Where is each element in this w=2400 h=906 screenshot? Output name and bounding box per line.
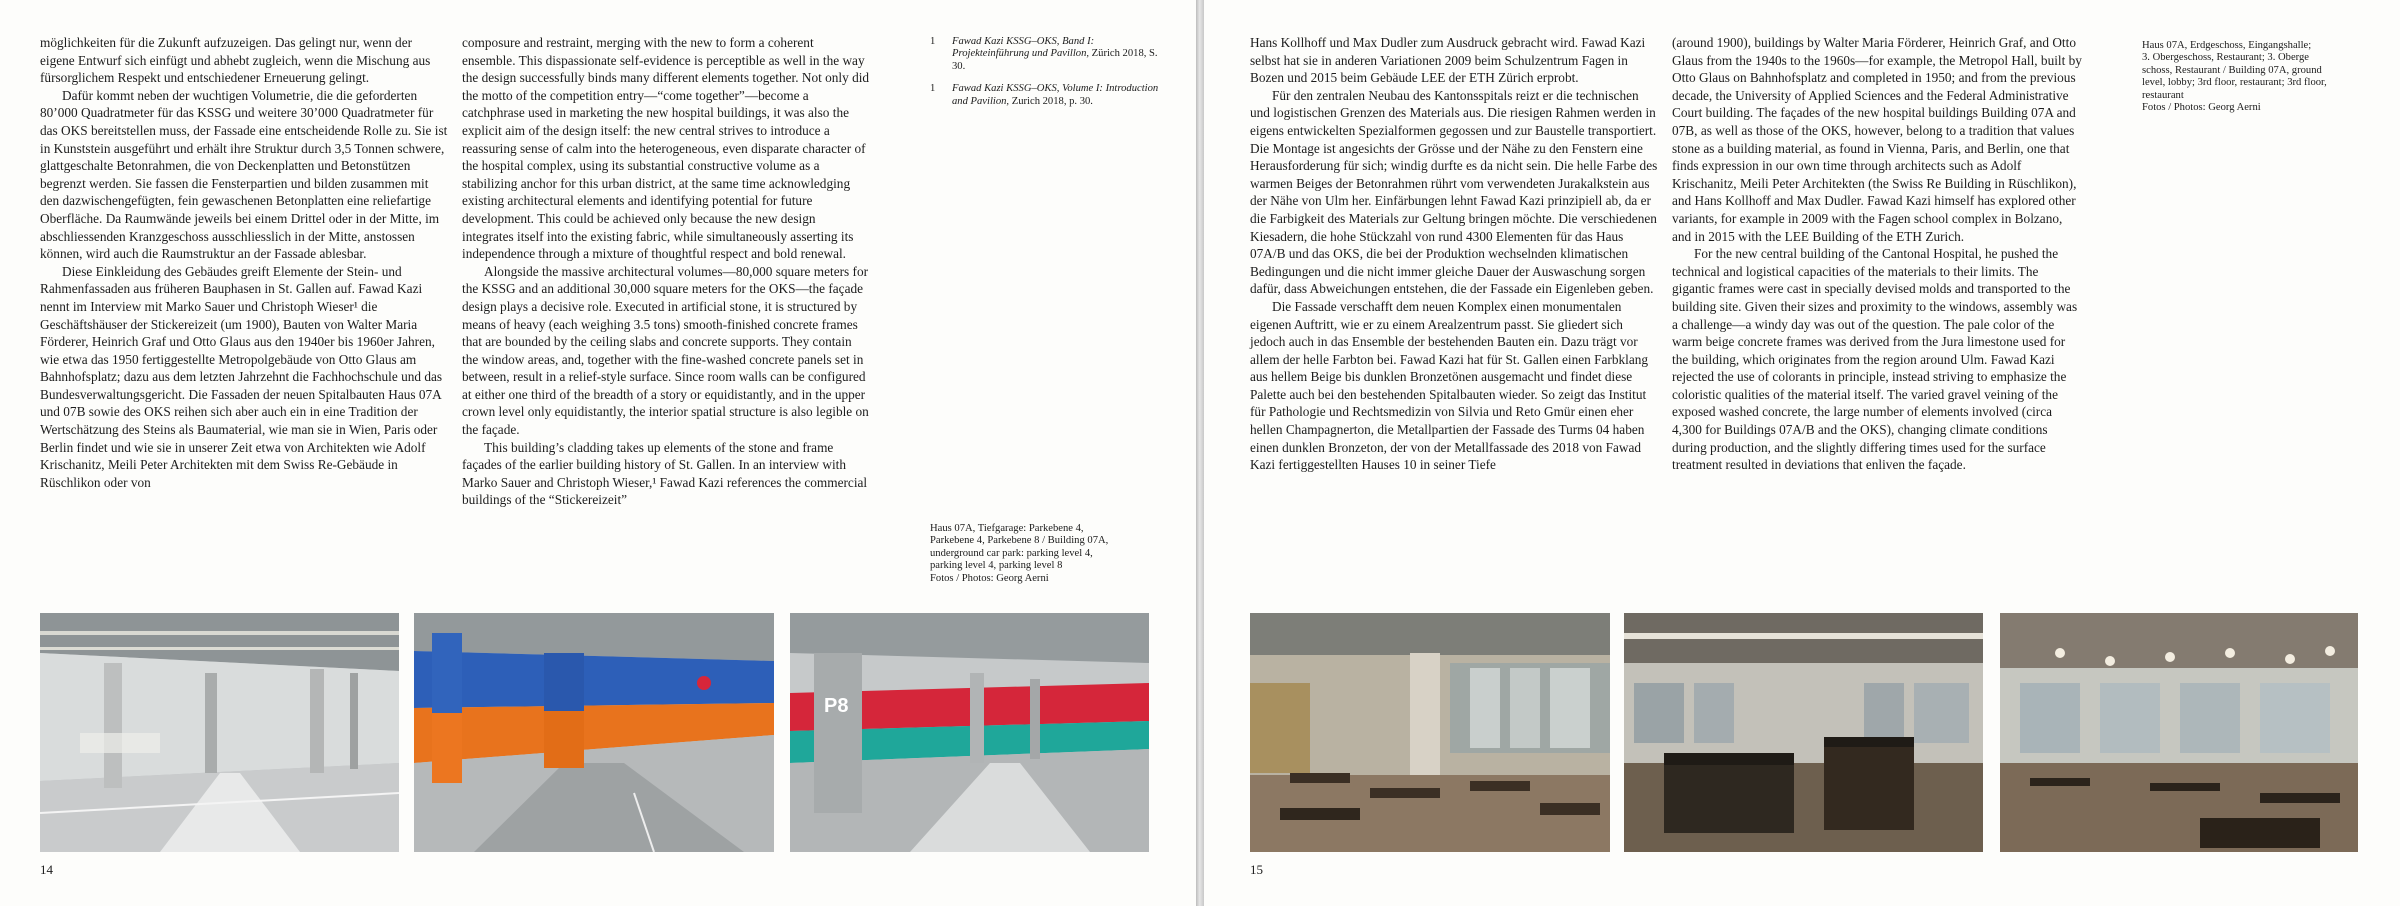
paragraph: Dafür kommt neben der wuchtigen Volumetrie, die die geforderten 80’000 Quadratmeter für das KSSG und weitere 30’000 Quadratmeter für das OKS bereitstellen muss, der Fassade eine entscheidende Rolle zu. Sie ist in Kunststein ausgeführt und erhält ihre Struktur durch 3,5 Tonnen schwere, glattgeschalte Betonrahmen, die von Deckenplatten und Betonstützen begrenzt werden. Sie fassen die Fensterpartien und bilden zusammen mit den dazwischengefügten, fein gewaschenen Betonplatten eine reliefartige Oberfläche. Da Raumwände jeweils bei einem Drittel oder in der Mitte, im abschliessenden Kranzgeschoss ausschliesslich in der Mitte, anstossen können, wird auch die Raumstruktur an der Fassade ablesbar. — [40, 87, 448, 262]
caption-line: Haus 07A, Tiefgarage: Parkebene 4, — [930, 523, 1084, 534]
footnote-title: Fawad Kazi KSSG–OKS, Volume I: Introduction and Pavilion, — [952, 83, 1159, 107]
caption-line: Haus 07A, Erdgeschoss, Eingangshalle; — [2142, 40, 2312, 51]
footnote-tail: Zurich 2018, p. 30. — [1011, 95, 1093, 107]
footnote-tail: Zürich 2018, S. 30. — [952, 48, 1158, 72]
photo-garage-level-4a — [40, 613, 399, 852]
right-col-german — [1250, 34, 1658, 474]
caption-line: schoss, Restaurant / Building 07A, ground — [2142, 64, 2322, 76]
paragraph: (around 1900), buildings by Walter Maria Förderer, Heinrich Graf, and Otto Glaus from the 1940s to the 1960s—for example, the Metropol Hall, built by Otto Glaus on Bahnhofsplatz and completed in 1950; and from the previous decade, the University of Applied Sciences and the Federal Administrative Court building. The façades of the new hospital buildings Building 07A and 07B, as well as those of the OKS, however, belong to a tradition that values stone as a building material, as found in Vienna, Paris, and Berlin, one that finds expression in our own time through architects such as Adolf Krischanitz, Meili Peter Architekten (the Swiss Re Building in Rüschlikon), and Hans Kollhoff and Max Dudler. Fawad Kazi himself has explored other variants, for example in 2009 with the Fagen school complex in Bolzano, and in 2015 with the LEE Building of the ETH Zurich. — [1672, 35, 2082, 244]
paragraph: Die Fassade verschafft dem neuen Komplex einen monumentalen eigenen Auftritt, wie er zu einem Arealzentrum passt. Sie gliedert sich jedoch auch in das Ensemble der bestehenden Bauten ein. Dazu trägt vor allem der helle Farbton bei. Fawad Kazi hat für St. Gallen einen Farbklang aus hellem Beige bis dunklen Bronzetönen ausgemacht und findet diese Palette auch bei den bestehenden Spitalbauten wieder. So zeigt das Institut für Pathologie und Rechtsmedizin von Silvia und Reto Gmür einen eher hellen Champagnerton, die Metallpartien der Fassade des Turms 04 haben einen dunklen Bronzeton, der von der Metallfassade des 2018 von Fawad Kazi fertiggestellten Hauses 10 in seiner Tiefe — [1250, 298, 1649, 473]
paragraph: Hans Kollhoff und Max Dudler zum Ausdruck gebracht wird. Fawad Kazi selbst hat sie in anderen Variationen 2009 beim Schulzentrum Fagen in Bozen und 2015 beim Gebäude LEE der ETH Zürich erprobt. — [1250, 35, 1646, 86]
photo-garage-level-8 — [790, 613, 1149, 852]
photo-caption-right — [2142, 40, 2364, 114]
footnotes — [930, 36, 1170, 118]
photo-restaurant-counter — [1624, 613, 1983, 852]
left-col-english — [462, 34, 870, 509]
book-gutter — [1196, 0, 1204, 906]
caption-line: Parkebene 4, Parkebene 8 / Building 07A, — [930, 535, 1109, 547]
paragraph: Für den zentralen Neubau des Kantonsspitals reizt er die technischen und logistischen Grenzen des Materials aus. Die riesigen Rahmen werden in eigens entwickelten Spezialformen gegossen und zur Baustelle transportiert. Die Montage ist angesichts der Grösse und der Nähe zu den Fenstern eine Herausforderung für sich; windig durfte es da nicht sein. Die helle Farbe des warmen Beiges der Betonrahmen rührt vom verwendeten Jurakalkstein aus der Nähe von Ulm her. Einfärbungen lehnt Fawad Kazi prinzipiell ab, da er die Farbigkeit des Materials zur Geltung bringen möchte. Die verschiedenen Kiesadern, die hohe Stückzahl von rund 4300 Elementen für das Haus 07A/B und das OKS, die bei der Produktion wechselnden klimatischen Bedingungen und die nicht immer gleiche Dauer der Auswaschung sorgen dafür, dass Abweichungen entstehen, die der Fassade ein Eigenleben geben. — [1250, 87, 1658, 297]
page-number-right: 15 — [1250, 862, 1263, 877]
photo-garage-level-4b — [414, 613, 774, 852]
left-page — [0, 0, 1196, 906]
paragraph: This building’s cladding takes up elements of the stone and frame façades of the earlier building history of St. Gallen. In an interview with Marko Sauer and Christoph Wieser,¹ Fawad Kazi references the commercial buildings of the “Stickereizeit” — [462, 439, 868, 508]
paragraph: composure and restraint, merging with the new to form a coherent ensemble. This dispassionate self-evidence is perceptible as well in the way the design successfully binds many different elements together. Not only did the motto of the competition entry—“come together”—become a catchphrase used in marketing the new hospital buildings, it was also the explicit aim of the design itself: the new central strives to introduce a reassuring sense of calm into the heterogeneous, even disparate character of the hospital complex, using its substantial constructive volume as a stabilizing anchor for this urban district, at the same time acknowledging existing architectural elements and identifying potential for future development. This could be achieved only because the new design integrates itself into the existing fabric, while simultaneously asserting its independence through a mixture of thoughtful respect and bold renewal. — [462, 35, 870, 262]
photo-restaurant-dining — [2000, 613, 2358, 852]
footnote-en — [930, 83, 1170, 108]
parking-level-label: P8 — [824, 695, 849, 717]
caption-line: level, lobby; 3rd floor, restaurant; 3rd floor, — [2142, 77, 2327, 89]
footnote-number: 1 — [930, 83, 936, 95]
photo-caption-left — [930, 523, 1170, 585]
paragraph: möglichkeiten für die Zukunft aufzuzeigen. Das gelingt nur, wenn der eigene Entwurf sich einfügt und abhebt zugleich, wenn die Mischung aus fürsorglichem Respekt und entschiedener Erneuerung gelingt. — [40, 35, 431, 86]
caption-line: parking level 4, parking level 8 — [930, 560, 1063, 572]
caption-line: Fotos / Photos: Georg Aerni — [2142, 102, 2261, 114]
right-page — [1204, 0, 2400, 906]
page-number-left: 14 — [40, 862, 53, 877]
caption-line: 3. Obergeschoss, Restaurant; 3. Oberge — [2142, 52, 2310, 64]
paragraph: For the new central building of the Cantonal Hospital, he pushed the technical and logistical capacities of the materials to their limits. The gigantic frames were cast in specially devised molds and transported to the building site. Given their sizes and proximity to the windows, assembly was a challenge—a windy day was out of the question. The pale color of the warm beige concrete frames was derived from the Jura limestone used for the building, which originates from the region around Ulm. Fawad Kazi rejected the use of colorants in principle, instead striving to emphasize the coloristic qualities of the material itself. The varied gravel veining of the exposed washed concrete, the large number of elements involved (circa 4,300 for Buildings 07A/B and the OKS), changing climate conditions during production, and the slightly differing times used for the surface treatment resulted in deviations that enliven the façade. — [1672, 246, 2078, 473]
paragraph: Diese Einkleidung des Gebäudes greift Elemente der Stein- und Rahmenfassaden aus früheren Bauphasen in St. Gallen auf. Fawad Kazi nennt im Interview mit Marko Sauer und Christoph Wieser¹ die Geschäftshäuser der Stickereizeit (um 1900), Bauten von Walter Maria Förderer, Heinrich Graf und Otto Glaus aus den 1940er bis 1960er Jahren, wie etwa das 1950 fertiggestellte Metropolgebäude von Otto Glaus am Bahnhofsplatz; dazu aus dem letzten Jahrzehnt die Fachhochschule und das Bundesverwaltungsgericht. Die Fassaden der neuen Spitalbauten Haus 07A und 07B sowie des OKS reihen sich aber auch ein in eine Tradition der Wertschätzung des Steins als Baumaterial, wie man sie in Wien, Paris oder Berlin findet und wie sie in unserer Zeit etwa von Architekten wie Adolf Krischanitz, Meili Peter Architekten mit dem Swiss Re-Gebäude in Rüschlikon oder von — [40, 263, 443, 490]
footnote-number: 1 — [930, 36, 936, 47]
footnote-de — [930, 36, 1170, 73]
caption-line: Fotos / Photos: Georg Aerni — [930, 572, 1049, 584]
caption-line: underground car park: parking level 4, — [930, 547, 1093, 559]
caption-line: restaurant — [2142, 89, 2184, 101]
photo-lobby — [1250, 613, 1610, 852]
left-col-german — [40, 34, 448, 491]
paragraph: Alongside the massive architectural volumes—80,000 square meters for the KSSG and an additional 30,000 square meters for the OKS—the façade design plays a decisive role. Executed in artificial stone, it is structured by means of heavy (each weighing 3.5 tons) smooth-finished concrete frames that are bounded by the ceiling slabs and concrete supports. They contain the window areas, and, together with the fine-washed concrete panels set in between, result in a relief-style surface. Since room walls can be configured at either one third of the breadth of a story or equidistantly, and in the upper crown level only equidistantly, the interior spatial structure is also legible on the façade. — [462, 263, 869, 438]
footnote-title: Fawad Kazi KSSG–OKS, Band I: Projekteinführung und Pavillon, — [952, 36, 1095, 60]
right-col-english — [1672, 34, 2082, 474]
